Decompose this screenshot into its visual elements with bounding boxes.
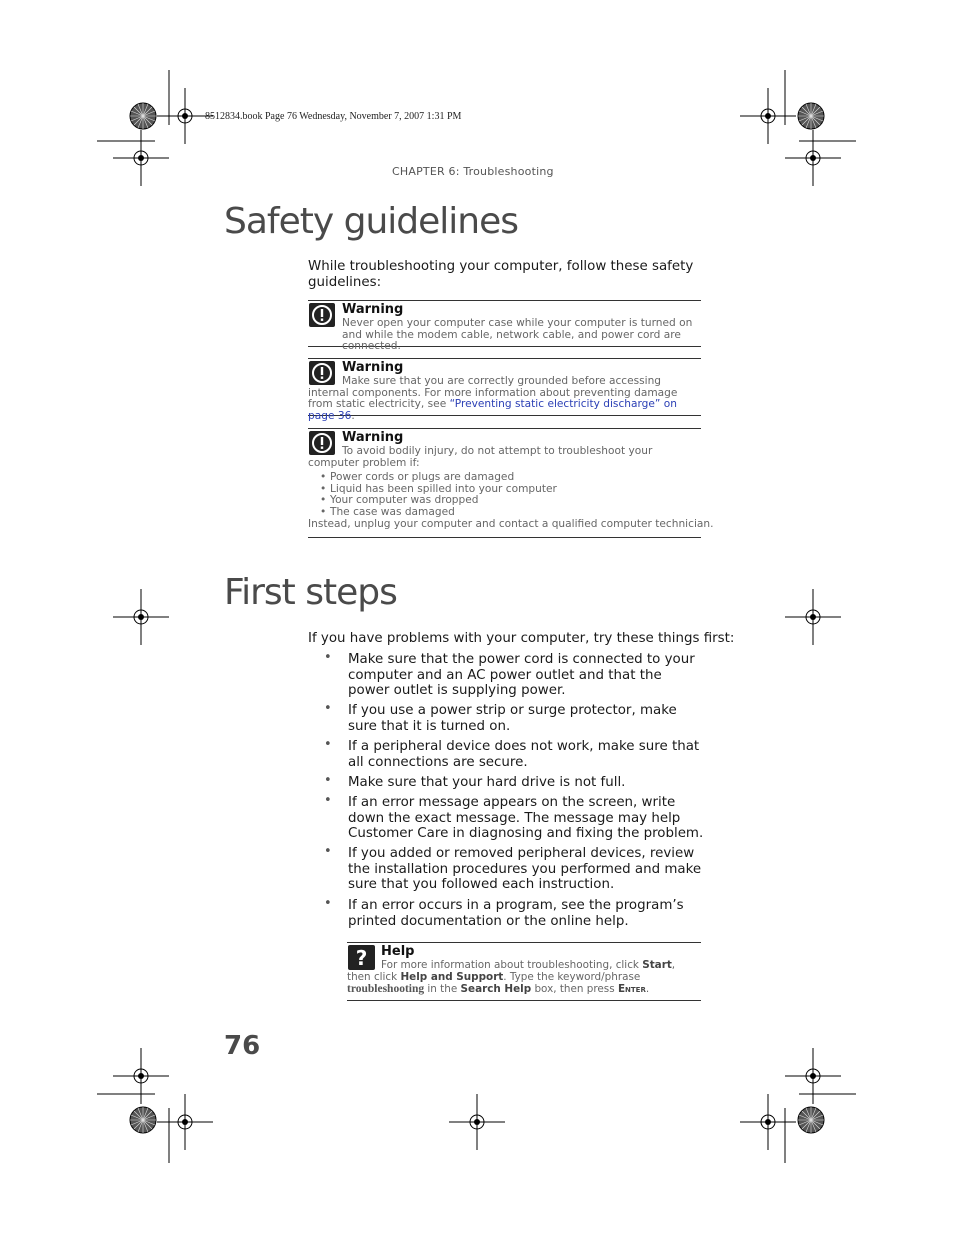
warning-bullet: • Power cords or plugs are damaged xyxy=(330,472,514,484)
warning-heading: Warning xyxy=(342,360,404,375)
warning-bullet: • The case was damaged xyxy=(330,507,455,519)
list-item: • If a peripheral device does not work, make sure that all connections are secure. xyxy=(324,737,700,770)
warning-callout-2 xyxy=(308,358,701,422)
warning-text: To avoid bodily injury, do not attempt to troubleshoot your computer problem if: xyxy=(308,445,653,469)
safety-intro: While troubleshooting your computer, follow these safety guidelines: xyxy=(308,259,694,290)
warning-text: Never open your computer case while your computer is turned on and while the modem cable, network cable, and power cord are connected. xyxy=(342,317,693,353)
warning-text: Make sure that you are correctly grounded before accessing internal components. For more information about preventing damage from static electricity, see “Preventing static electricity discharge” on page 36. xyxy=(308,375,678,422)
search-help-keyword: Search Help xyxy=(460,983,532,995)
warning-heading: Warning xyxy=(342,302,404,317)
troubleshooting-keyword: troubleshooting xyxy=(347,983,425,995)
list-item: • Make sure that your hard drive is not full. xyxy=(324,773,626,790)
list-item: • Make sure that the power cord is connected to your computer and an AC power outlet and that the power outlet is supplying power. xyxy=(324,650,695,699)
list-item: • If an error message appears on the screen, write down the exact message. The message may help Customer Care in diagnosing and fixing the problem. xyxy=(324,793,704,842)
warning-callout-1 xyxy=(308,300,701,353)
list-item: • If you added or removed peripheral devices, review the installation procedures you performed and make sure that you followed each instruction. xyxy=(324,844,702,893)
print-slug: 8512834.book Page 76 Wednesday, November 7, 2007 1:31 PM xyxy=(205,111,462,122)
first-steps-intro: If you have problems with your computer, try these things first: xyxy=(308,631,735,646)
list-item: • If an error occurs in a program, see the program’s printed documentation or the online help. xyxy=(324,896,684,929)
help-and-support-keyword: Help and Support xyxy=(400,971,504,983)
warning-bullet: • Liquid has been spilled into your computer xyxy=(330,484,557,496)
help-callout xyxy=(347,942,701,1001)
safety-guidelines-title: Safety guidelines xyxy=(224,201,518,242)
page-number: 76 xyxy=(224,1031,261,1061)
list-item: • If you use a power strip or surge protector, make sure that it is turned on. xyxy=(324,701,677,734)
running-head: CHAPTER 6: Troubleshooting xyxy=(392,165,554,178)
warning-closing: Instead, unplug your computer and contact a qualified computer technician. xyxy=(308,518,714,530)
exclamation-circle-icon xyxy=(309,303,335,327)
start-keyword: Start xyxy=(642,959,672,971)
first-steps-title: First steps xyxy=(224,572,397,613)
svg-text:?: ? xyxy=(355,946,368,970)
help-text: For more information about troubleshooting, click Start, then click Help and Support. Type the keyword/phrase troubleshooting in the Search Help box, then press Enter. xyxy=(347,959,676,995)
static-electricity-link[interactable]: “Preventing static electricity discharge” on page 36 xyxy=(308,398,677,422)
help-heading: Help xyxy=(381,944,415,959)
warning-bullet: • Your computer was dropped xyxy=(330,495,479,507)
warning-heading: Warning xyxy=(342,430,404,445)
enter-key-label: Enter xyxy=(617,983,646,995)
